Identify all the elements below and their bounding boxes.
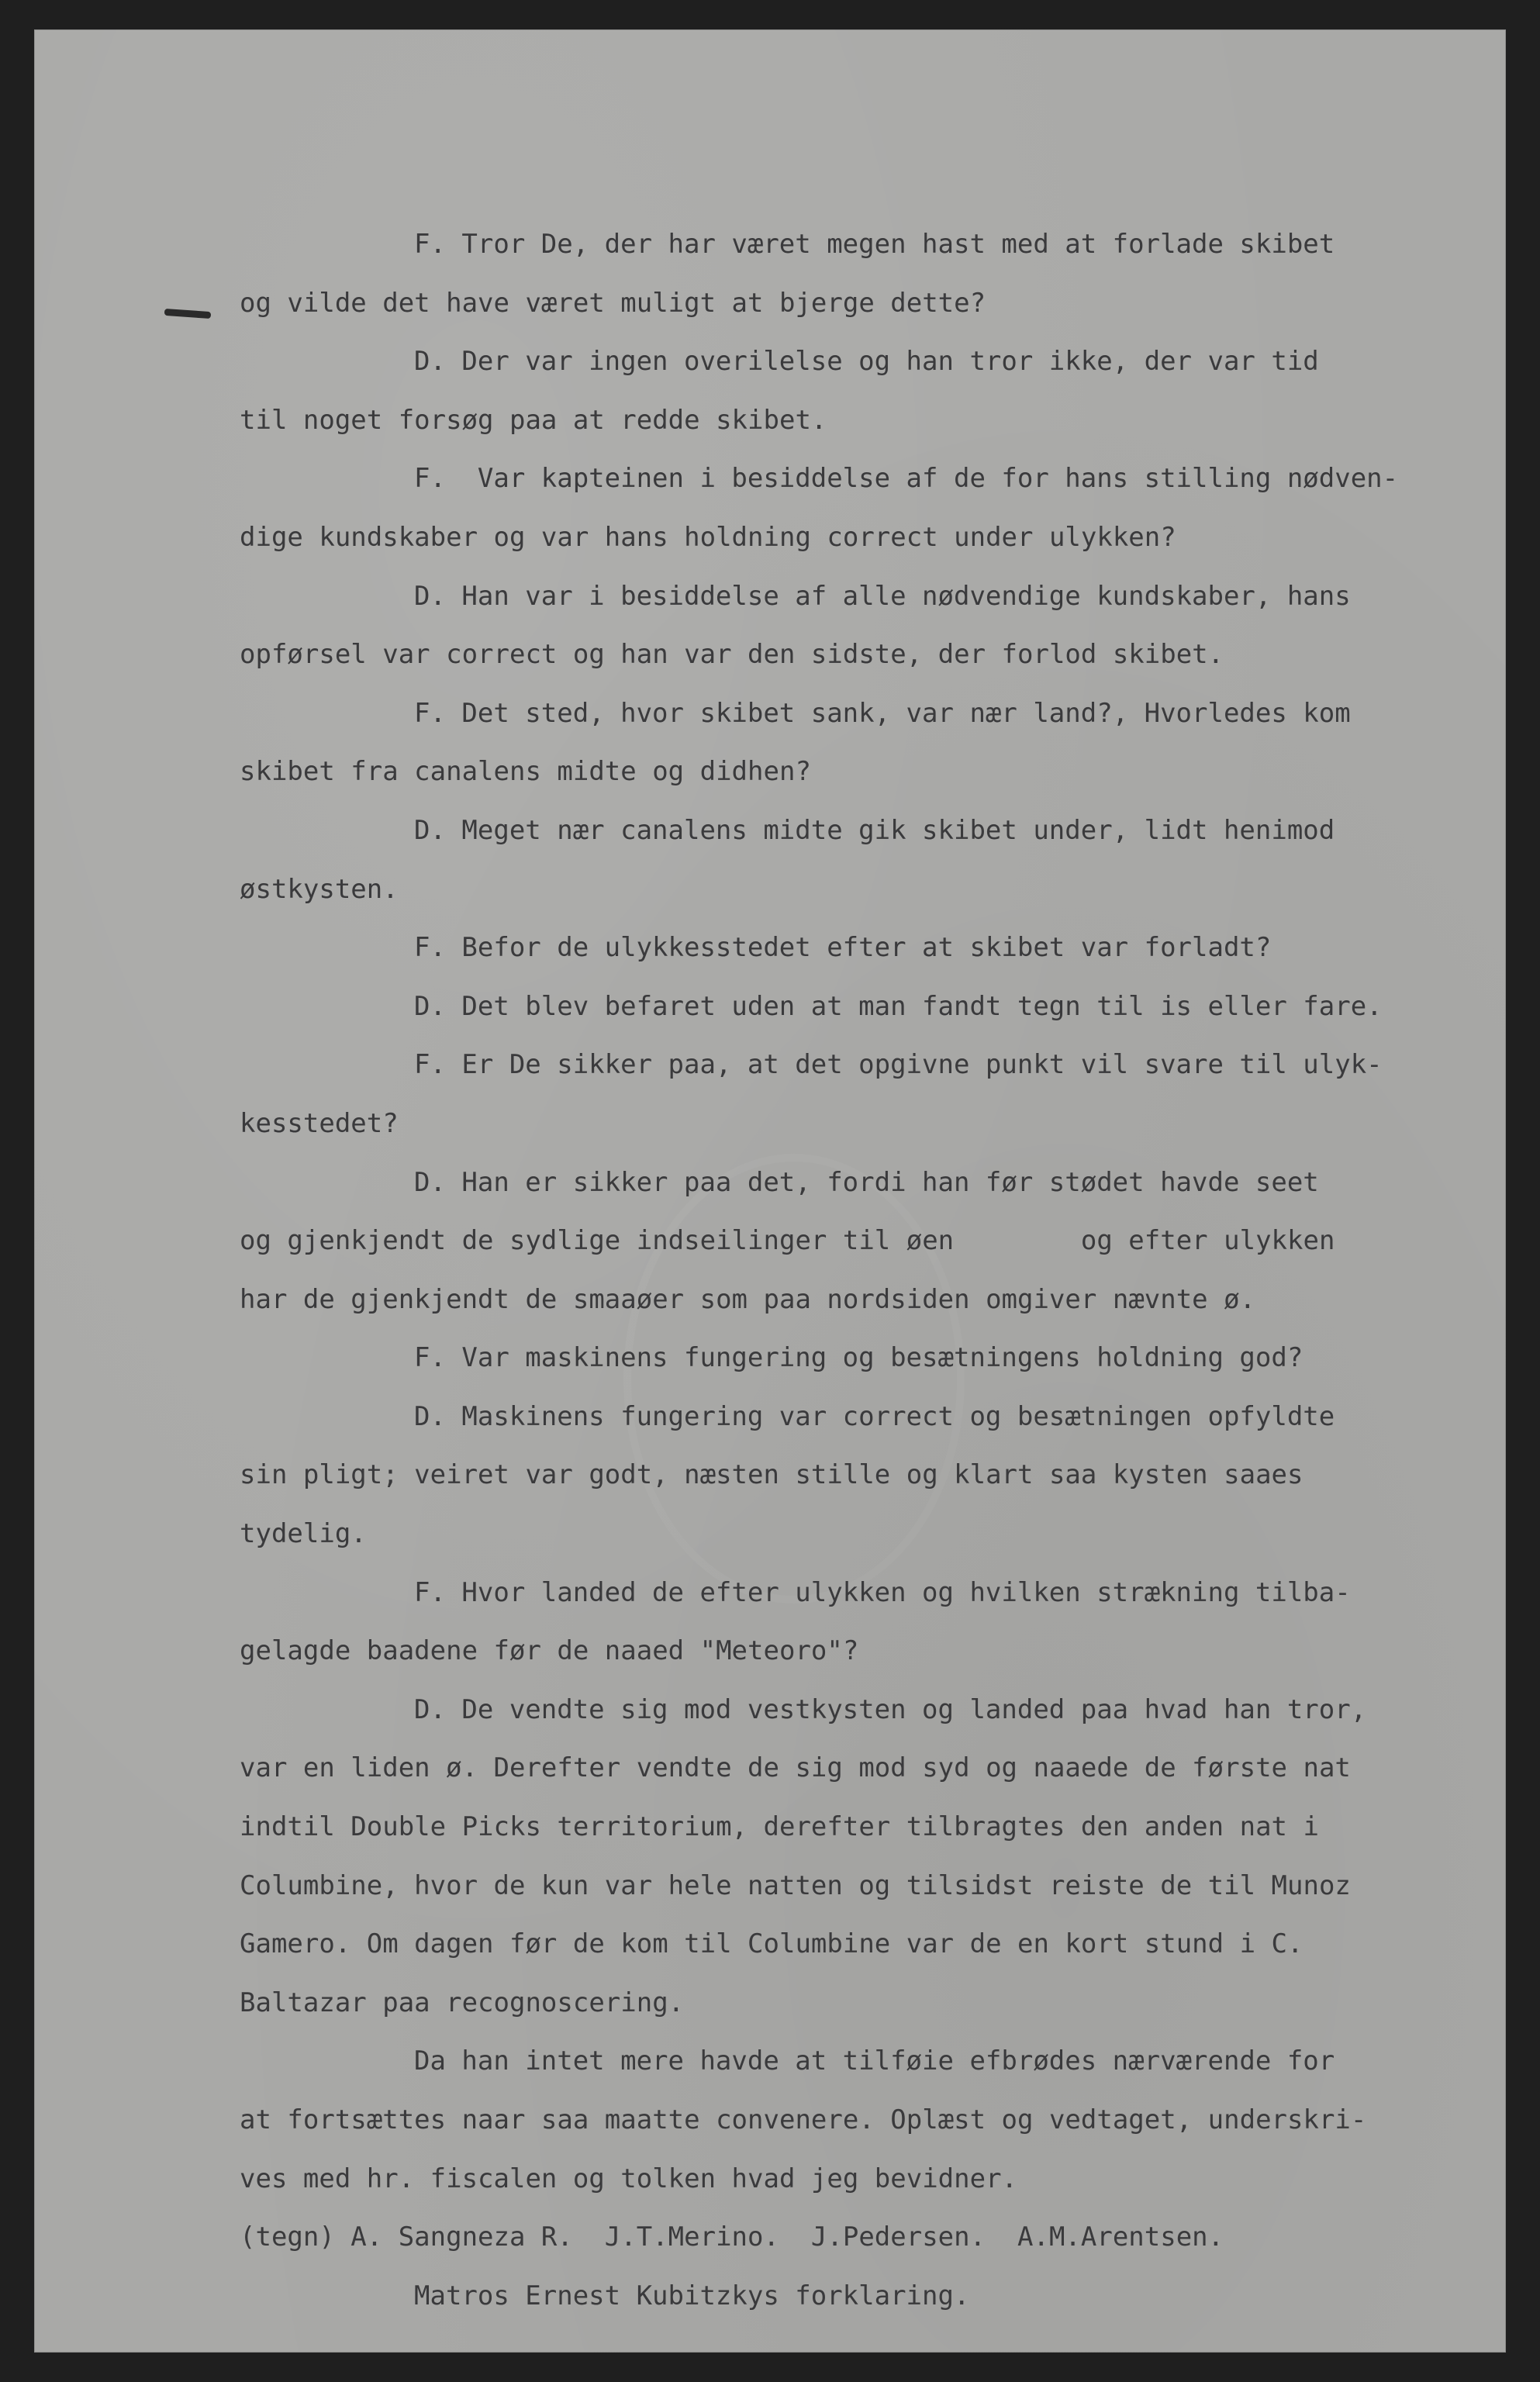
section-heading: Matros Ernest Kubitzkys forklaring. [414,2280,970,2311]
text-line: gelagde baadene før de naaed "Meteoro"? [240,1635,859,1667]
text-line: har de gjenkjendt de smaaøer som paa nordsiden omgiver nævnte ø. [240,1283,1256,1315]
text-line: D. Han er sikker paa det, fordi han før stødet havde seet [414,1166,1319,1198]
text-line: D. Han var i besiddelse af alle nødvendige kundskaber, hans [414,580,1351,612]
text-line: D. Det blev befaret uden at man fandt tegn til is eller fare. [414,990,1383,1022]
text-line: og gjenkjendt de sydlige indseilinger til øen og efter ulykken [240,1225,1335,1257]
text-line: F. Hvor landed de efter ulykken og hvilken strækning tilba- [414,1576,1351,1608]
text-line: Gamero. Om dagen før de kom til Columbine var de en kort stund i C. [240,1928,1303,1960]
text-line: sin pligt; veiret var godt, næsten stille og klart saa kysten saaes [240,1459,1303,1491]
text-line: kesstedet? [240,1107,399,1139]
text-line: D. Der var ingen overilelse og han tror ikke, der var tid [414,346,1319,378]
text-line: østkysten. [240,873,399,905]
text-line: dige kundskaber og var hans holdning correct under ulykken? [240,521,1176,553]
text-line: F. Det sted, hvor skibet sank, var nær land?, Hvorledes kom [414,697,1351,729]
text-line: var en liden ø. Derefter vendte de sig mod syd og naaede de første nat [240,1752,1351,1784]
text-line: skibet fra canalens midte og didhen? [240,756,811,788]
text-line: til noget forsøg paa at redde skibet. [240,404,827,436]
text-line: F. Befor de ulykkesstedet efter at skibet var forladt? [414,932,1272,964]
text-line: D. Meget nær canalens midte gik skibet under, lidt henimod [414,814,1335,846]
signature-line: (tegn) A. Sangneza R. J.T.Merino. J.Pedersen. A.M.Arentsen. [240,2221,1224,2253]
text-line: tydelig. [240,1518,367,1550]
text-line: D. De vendte sig mod vestkysten og landed paa hvad han tror, [414,1693,1367,1725]
text-line: indtil Double Picks territorium, derefter tilbragtes den anden nat i [240,1811,1319,1843]
text-line: og vilde det have været muligt at bjerge dette? [240,287,986,319]
text-line: F. Tror De, der har været megen hast med at forlade skibet [414,229,1335,260]
text-line: Baltazar paa recognoscering. [240,1987,685,2018]
text-line: ves med hr. fiscalen og tolken hvad jeg bevidner. [240,2163,1018,2194]
text-line: Columbine, hvor de kun var hele natten og tilsidst reiste de til Munoz [240,1869,1351,1901]
text-line: F. Var kapteinen i besiddelse af de for hans stilling nødven- [414,463,1399,495]
text-line: F. Er De sikker paa, at det opgivne punkt vil svare til ulyk- [414,1049,1383,1081]
typed-text-body [240,216,1506,2325]
margin-mark [164,309,211,319]
text-line: Da han intet mere havde at tilføie efbrødes nærværende for [414,2045,1335,2077]
document-page [34,29,1506,2353]
text-line: F. Var maskinens fungering og besætningens holdning god? [414,1342,1303,1374]
text-line: at fortsættes naar saa maatte convenere. Oplæst og vedtaget, underskri- [240,2104,1367,2135]
text-line: D. Maskinens fungering var correct og besætningen opfyldte [414,1400,1335,1432]
text-line: opførsel var correct og han var den sidste, der forlod skibet. [240,639,1224,671]
